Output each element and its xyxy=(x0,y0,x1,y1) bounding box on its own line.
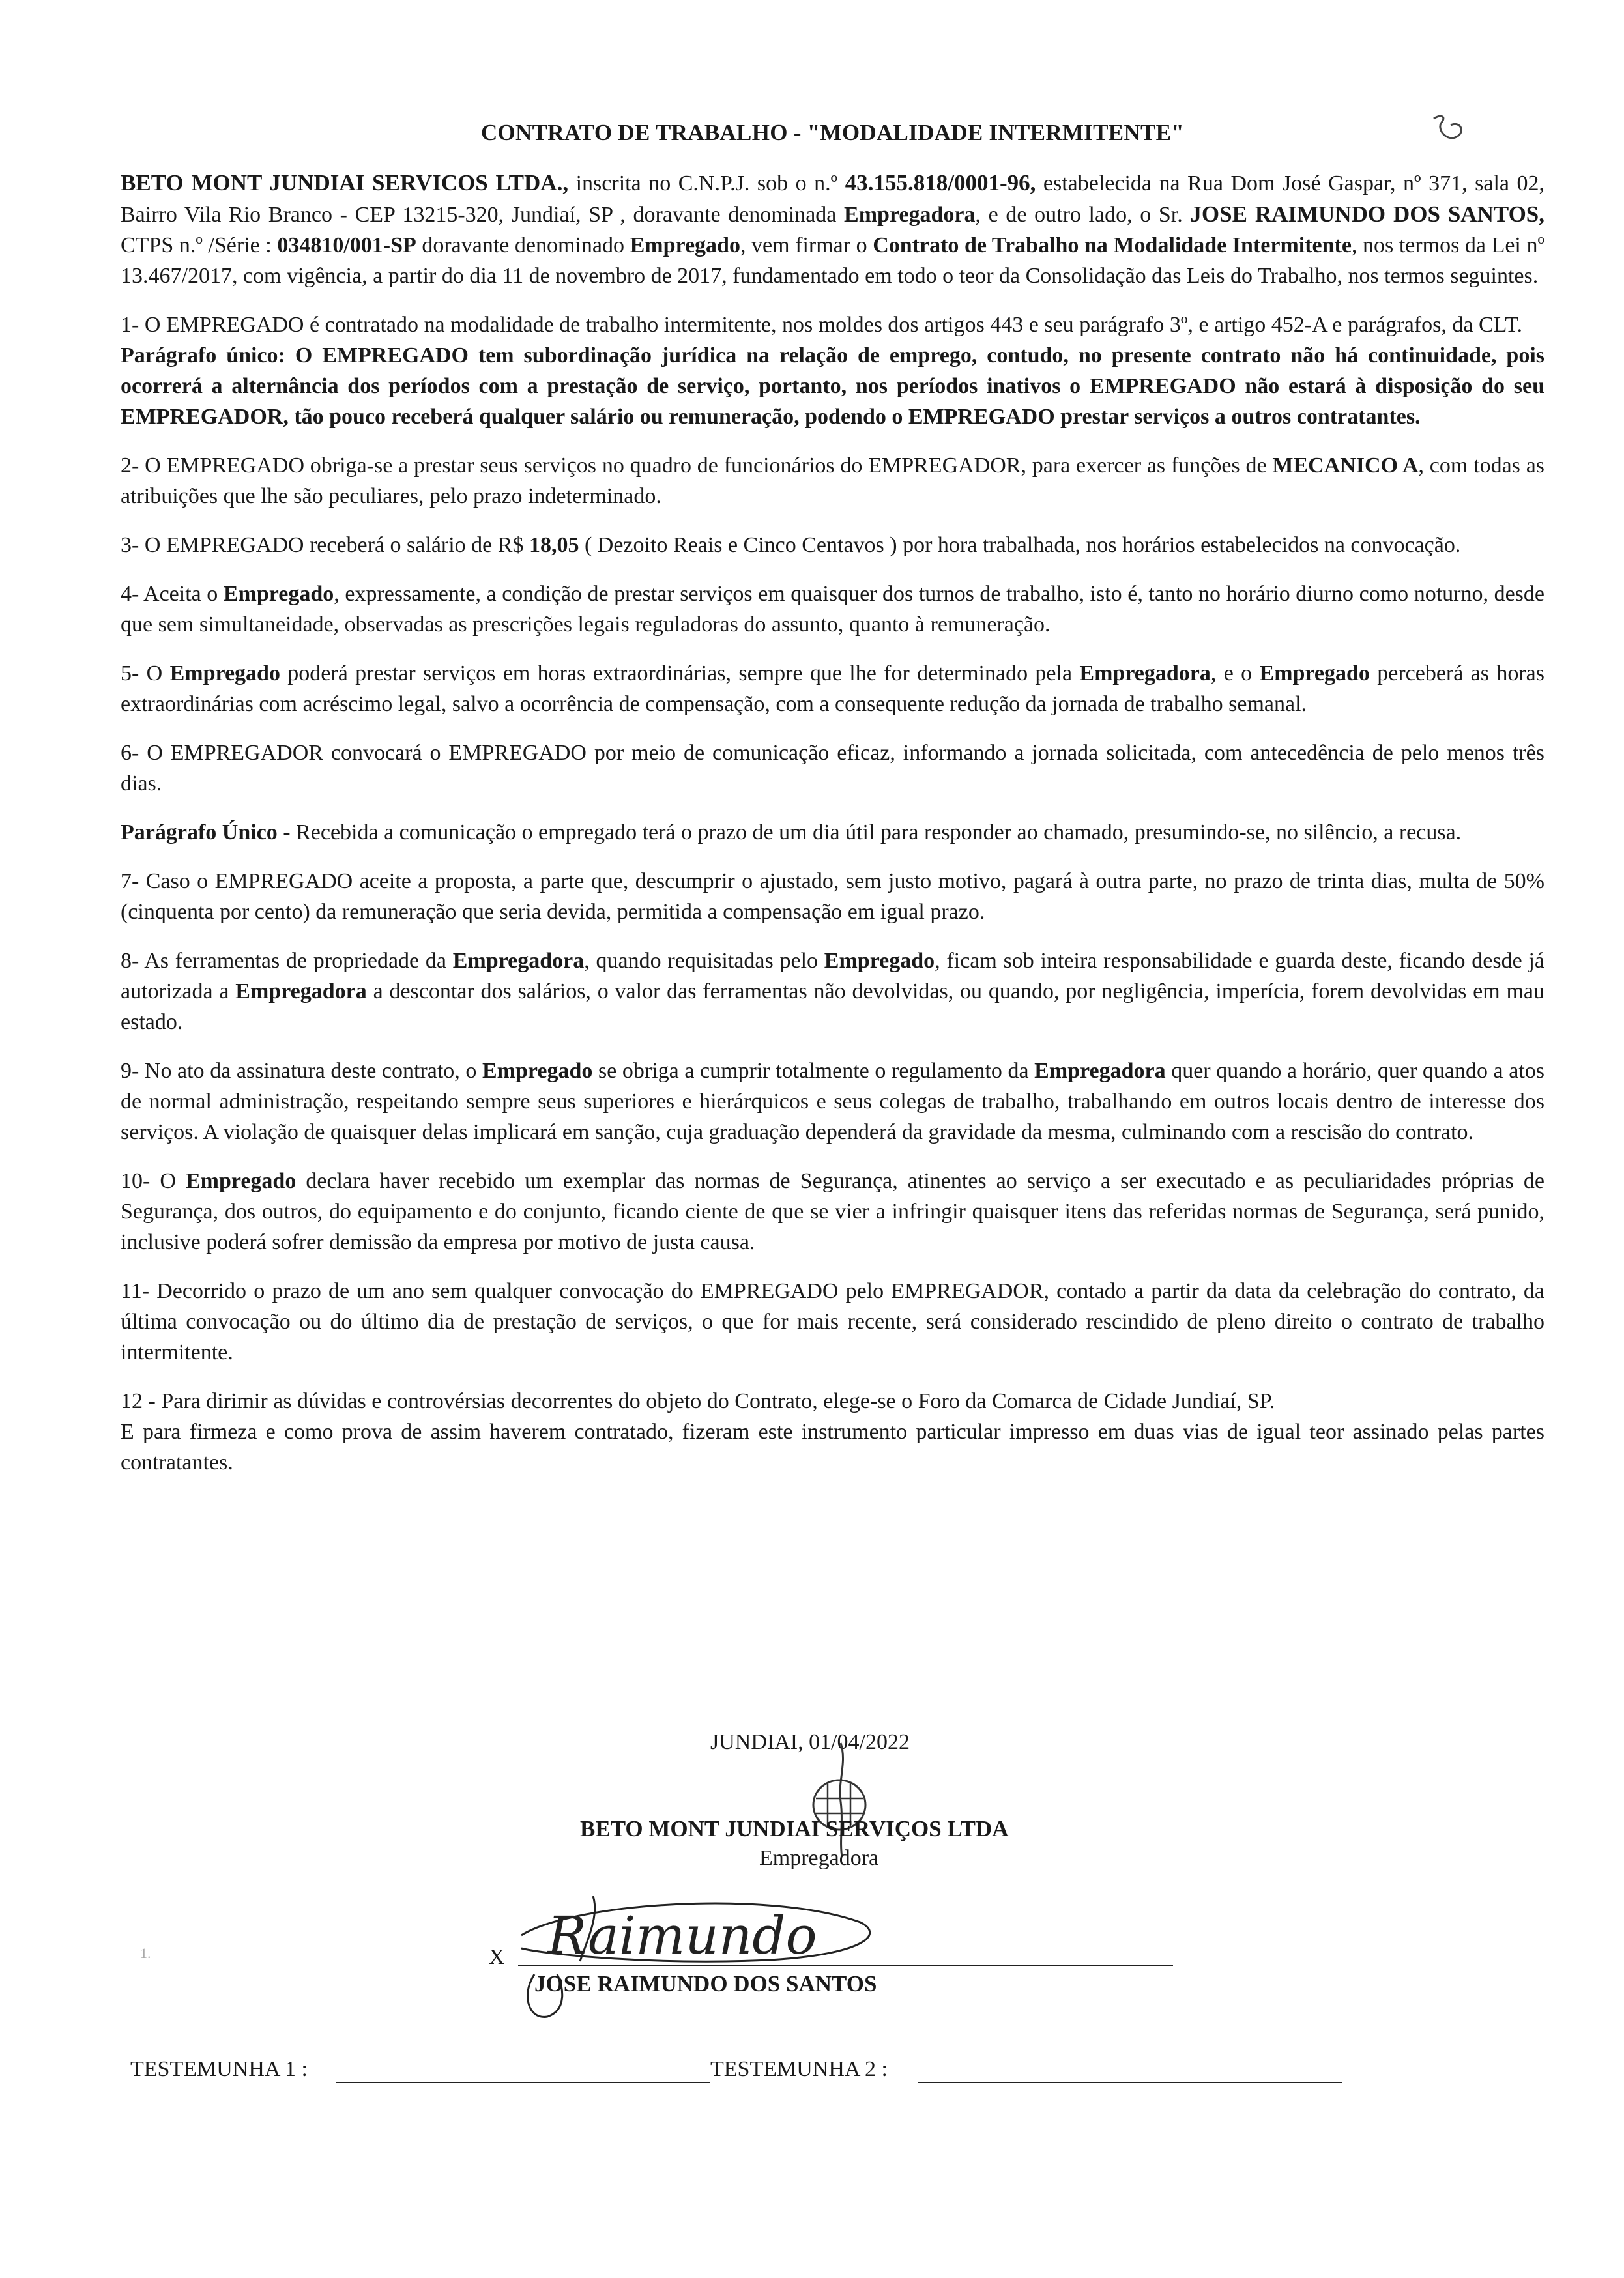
clause-10-empregado: Empregado xyxy=(185,1169,297,1193)
margin-mark: 1. xyxy=(140,1945,151,1961)
clause-7: 7- Caso o EMPREGADO aceite a proposta, a parte que, descumprir o ajustado, sem justo motivo, pagará à outra parte, no prazo de trinta dias, multa de 50% (cinquenta por cento) da remuneração que seria devida, permitida a compensação em igual prazo. xyxy=(121,869,1544,924)
witness-1-label: TESTEMUNHA 1 : xyxy=(130,2057,308,2081)
intro-text-6: , vem firmar o xyxy=(740,233,873,257)
employee-signature xyxy=(495,1877,899,2026)
clause-3-text-2: ( Dezoito Reais e Cinco Centavos ) por hora trabalhada, nos horários estabelecidos na convocação. xyxy=(579,533,1461,557)
clause-12: 12 - Para dirimir as dúvidas e controvérsias decorrentes do objeto do Contrato, elege-se o Foro da Comarca de Cidade Jundiaí, SP. xyxy=(121,1389,1275,1413)
clause-8-text-2: , quando requisitadas pelo xyxy=(584,949,824,973)
contract-type: Contrato de Trabalho na Modalidade Intermitente xyxy=(873,233,1352,257)
clause-1-pu-label: Parágrafo único: xyxy=(121,343,285,368)
intro-text-1: inscrita no C.N.P.J. sob o n.º xyxy=(568,171,845,195)
hourly-salary: 18,05 xyxy=(529,533,579,557)
clause-6-pu-label: Parágrafo Único xyxy=(121,820,278,844)
clause-5-empregadora: Empregadora xyxy=(1079,661,1211,685)
contract-title: CONTRATO DE TRABALHO - "MODALIDADE INTERMITENTE" xyxy=(480,120,1185,145)
clause-8-text-1: 8- As ferramentas de propriedade da xyxy=(121,949,453,973)
cnpj-number: 43.155.818/0001-96, xyxy=(845,170,1036,195)
empregadora-term: Empregadora xyxy=(844,203,976,227)
intro-text-3: , e de outro lado, o Sr. xyxy=(975,203,1191,227)
clause-10-text-1: 10- O xyxy=(121,1169,186,1193)
intro-text-4: CTPS n.º /Série : xyxy=(121,233,278,257)
clause-5-text-3: , e o xyxy=(1210,661,1260,685)
clause-5-empregado: Empregado xyxy=(169,661,280,685)
clause-4 xyxy=(121,579,1544,640)
clause-1-pu-text: O EMPREGADO tem subordinação jurídica na relação de emprego, contudo, no presente contrato não há continuidade, pois ocorrerá a alternância dos períodos com a prestação de serviço, portanto, nos períodos inativos o EMPREGADO não estará à disposição do seu EMPREGADOR, tão pouco receberá qualquer salário ou remuneração, podendo o EMPREGADO prestar serviços a outros contratantes. xyxy=(121,343,1544,429)
clause-5-text-1: 5- O xyxy=(121,661,170,685)
witness-1-line xyxy=(336,2082,710,2083)
clause-6-pu-text: - Recebida a comunicação o empregado terá o prazo de um dia útil para responder ao chamado, presumindo-se, no silêncio, a recusa. xyxy=(277,820,1462,844)
employee-signature-line xyxy=(518,1965,1173,1966)
clause-4-text-2: , expressamente, a condição de prestar serviços em quaisquer dos turnos de trabalho, isto é, tanto no horário diurno como noturno, desde que sem simultaneidade, observadas as prescrições legais reguladoras do assunto, quanto à remuneração. xyxy=(121,582,1544,637)
clause-8-empregado: Empregado xyxy=(824,949,935,973)
clause-2-text-2: , com todas as atribuições que lhe são peculiares, pelo prazo indeterminado. xyxy=(121,454,1545,508)
witness-2-line xyxy=(918,2082,1342,2083)
clause-5 xyxy=(121,658,1544,719)
intro-text-7: , nos termos da Lei nº 13.467/2017, com vigência, a partir do dia 11 de novembro de 2017, fundamentado em todo o teor da Consolidação das Leis do Trabalho, nos termos seguintes. xyxy=(121,233,1544,288)
clause-8 xyxy=(121,945,1544,1037)
clause-5-text-2: poderá prestar serviços em horas extraordinárias, sempre que lhe for determinado pela xyxy=(280,661,1080,685)
clause-8-empregadora: Empregadora xyxy=(452,949,585,973)
clause-4-empregado: Empregado xyxy=(223,582,334,606)
clause-9-text-3: quer quando a horário, quer quando a atos de normal administração, respeitando sempre seus superiores e hierárquicos e seus colegas de trabalho, trabalhando em outros locais dentro de interesse dos serviços. A violação de quaisquer delas implicará em sanção, cuja graduação dependerá da gravidade da mesma, culminando com a rescisão do contrato. xyxy=(121,1059,1545,1144)
clause-8-empregadora-2: Empregadora xyxy=(235,979,367,1003)
clause-1: 1- O EMPREGADO é contratado na modalidade de trabalho intermitente, nos moldes dos artigos 443 e seu parágrafo 3º, e artigo 452-A e parágrafos, da CLT. xyxy=(121,313,1523,337)
employee-signature-text: Raimundo xyxy=(547,1905,817,1966)
employee-signatory-name: JOSE RAIMUNDO DOS SANTOS xyxy=(534,1971,877,1997)
intro-paragraph xyxy=(121,167,1544,291)
clause-9 xyxy=(121,1056,1544,1147)
clause-3 xyxy=(121,530,1544,560)
intro-text-2: estabelecida na Rua Dom José Gaspar, nº 371, sala 02, Bairro Vila Rio Branco - CEP 13215-320, Jundiaí, SP , doravante denominada xyxy=(121,171,1545,227)
company-name: BETO MONT JUNDIAI SERVICOS LTDA., xyxy=(121,170,569,195)
clause-8-text-4: a descontar dos salários, o valor das ferramentas não devolvidas, ou quando, por negligência, imperícia, forem devolvidas em mau estado. xyxy=(121,979,1545,1034)
clause-9-text-2: se obriga a cumprir totalmente o regulamento da xyxy=(592,1059,1035,1083)
clause-9-text-1: 9- No ato da assinatura deste contrato, o xyxy=(121,1059,482,1083)
employee-x-mark: X xyxy=(489,1945,505,1969)
clause-6: 6- O EMPREGADOR convocará o EMPREGADO por meio de comunicação eficaz, informando a jornada solicitada, com antecedência de pelo menos três dias. xyxy=(121,741,1544,796)
empregado-term: Empregado xyxy=(630,233,740,257)
clause-9-empregado: Empregado xyxy=(482,1059,593,1083)
contract-document xyxy=(121,117,1544,1478)
intro-text-5: doravante denominado xyxy=(416,233,630,257)
clause-6-single-paragraph xyxy=(121,817,1544,848)
clause-2-text-1: 2- O EMPREGADO obriga-se a prestar seus serviços no quadro de funcionários do EMPREGADOR, para exercer as funções de xyxy=(121,454,1273,478)
company-signatory-role: Empregadora xyxy=(759,1846,879,1870)
clause-3-text-1: 3- O EMPREGADO receberá o salário de R$ xyxy=(121,533,529,557)
place-date: JUNDIAI, 01/04/2022 xyxy=(710,1730,910,1754)
clause-10 xyxy=(121,1166,1544,1258)
clause-10-text-2: declara haver recebido um exemplar das normas de Segurança, atinentes ao serviço a ser executado e as peculiaridades próprias de Segurança, dos outros, do equipamento e do conjunto, ficando ciente de que se vier a infringir quaisquer itens das referidas normas de Segurança, será punido, inclusive poderá sofrer demissão da empresa por motivo de justa causa. xyxy=(121,1169,1544,1254)
employee-name: JOSE RAIMUNDO DOS SANTOS, xyxy=(1190,201,1545,227)
clause-5-empregado-2: Empregado xyxy=(1259,661,1370,685)
witness-2-label: TESTEMUNHA 2 : xyxy=(710,2057,888,2081)
clause-11: 11- Decorrido o prazo de um ano sem qualquer convocação do EMPREGADO pelo EMPREGADOR, contado a partir da data da celebração do contrato, da última convocação ou do último dia de prestação de serviços, o que for mais recente, será considerado rescindido de pleno direito o contrato de trabalho intermitente. xyxy=(121,1279,1544,1364)
clause-8-text-3: , ficam sob inteira responsabilidade e guarda deste, ficando desde já autorizada a xyxy=(121,949,1545,1003)
clause-9-empregadora: Empregadora xyxy=(1034,1059,1166,1083)
clause-2 xyxy=(121,450,1544,512)
clause-1-single-paragraph xyxy=(121,340,1544,432)
clause-5-text-4: perceberá as horas extraordinárias com acréscimo legal, salvo a ocorrência de compensação, com a consequente redução da jornada de trabalho semanal. xyxy=(121,661,1544,716)
closing-statement: E para firmeza e como prova de assim haverem contratado, fizeram este instrumento particular impresso em duas vias de igual teor assinado pelas partes contratantes. xyxy=(121,1420,1544,1475)
clause-4-text-1: 4- Aceita o xyxy=(121,582,224,606)
company-signatory-name: BETO MONT JUNDIAI SERVIÇOS LTDA xyxy=(580,1816,1009,1841)
job-role: MECANICO A xyxy=(1272,454,1419,478)
ctps-number: 034810/001-SP xyxy=(277,233,416,257)
